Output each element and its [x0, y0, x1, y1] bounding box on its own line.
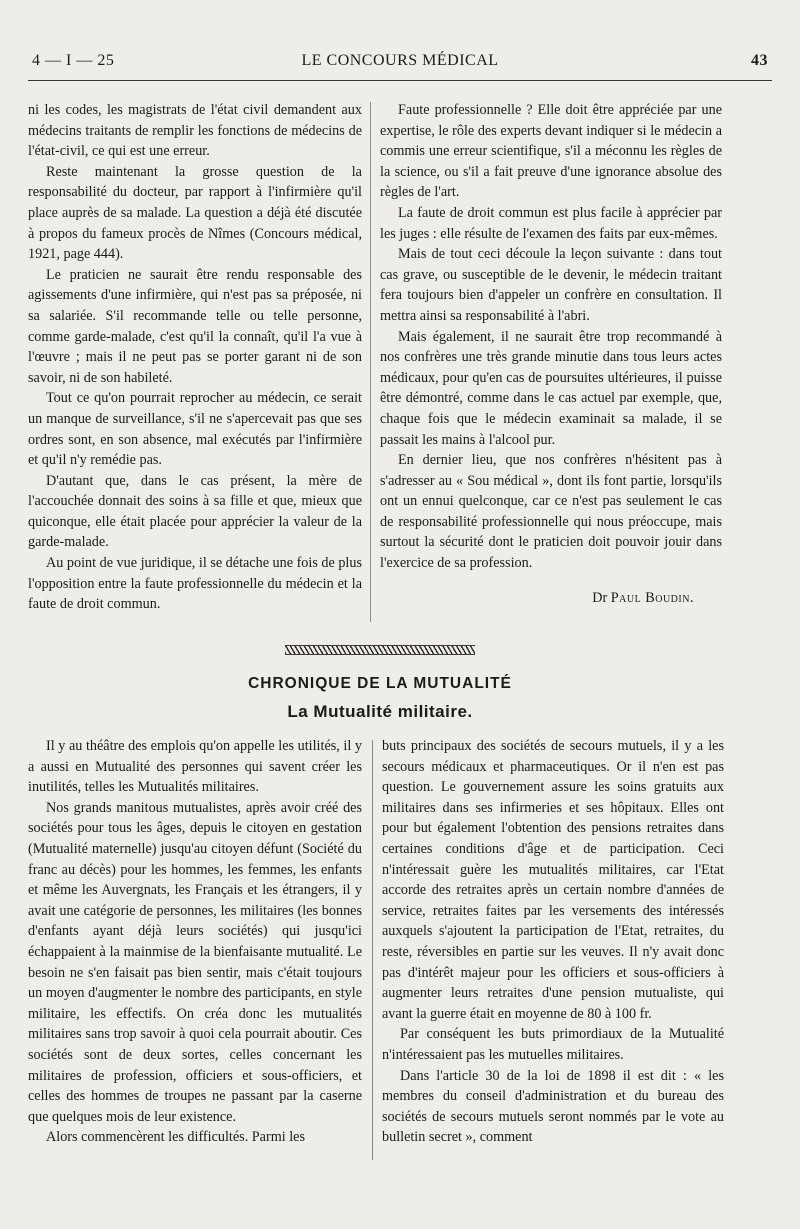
paragraph: La faute de droit commun est plus facile à apprécier par les juges : elle résulte de l'examen des faits par eux-mêmes. — [380, 204, 722, 242]
paragraph: Nos grands manitous mutualistes, après avoir créé des sociétés pour tous les âges, depuis le citoyen en gestation (Mutualité maternelle) jusqu'au citoyen défunt (Société du franc au décès) pour les hommes, les femmes, les enfants et même les Auvergnats, les Français et les étrangers, il y avait une catégorie de personnes, les militaires (les bonnes d'enfants ayant déjà leurs sociétés) qui jusqu'ici échappaient à la mainmise de la bienfaisante mutualité. Le besoin ne s'en faisait pas bien sentir, mais c'était toujours un moyen d'augmenter le nombre des participants, en style militaire, les effectifs. On créa donc les mutualités militaires sans trop savoir à quoi cela pourrait aboutir. Ces sociétés sont de deux sortes, celles concernant les militaires de profession, officiers et sous-officiers, et celles des hommes de troupes ne passant par la caserne que quelques mois de leur existence. — [28, 799, 362, 1125]
column-top-right — [380, 100, 722, 608]
page-number: 43 — [751, 52, 768, 69]
paragraph: En dernier lieu, que nos confrères n'hésitent pas à s'adresser au « Sou médical », dont ils font partie, lorsqu'ils ont un ennui quelconque, car ce n'est pas seulement le cas de responsabilité professionnelle qui nous préoccupe, mais surtout la sécurité dont le praticien doit pouvoir jouir dans l'exercice de sa profession. — [380, 452, 722, 572]
paragraph: Reste maintenant la grosse question de la responsabilité du docteur, par rapport à l'infirmière qu'il place auprès de sa malade. La question a déjà été discutée à propos du fameux procès de Nîmes (Concours médical, 1921, page 444). — [28, 163, 362, 263]
column-divider — [372, 740, 373, 1160]
ornamental-divider — [285, 645, 475, 655]
paragraph: Le praticien ne saurait être rendu responsable des agissements d'une infirmière, qui n'est pas sa préposée, ni sa salariée. S'il recommande telle ou telle personne, comme garde-malade, c'est qu'il la connaît, qu'il l'a vue à l'œuvre ; mais il ne peut pas se porter garant ni de son savoir, ni de son habileté. — [28, 266, 362, 386]
paragraph: ni les codes, les magistrats de l'état civil demandent aux médecins traitants de remplir les fonctions de médecins de l'état-civil, ce qui est une erreur. — [28, 102, 362, 160]
paragraph: Par conséquent les buts primordiaux de la Mutualité n'intéressaient pas les mutuelles militaires. — [382, 1026, 724, 1063]
column-top-left — [28, 100, 362, 615]
header-rule — [28, 80, 772, 81]
paragraph: D'autant que, dans le cas présent, la mère de l'accouchée donnait des soins à sa fille et que, mieux que quiconque, elle était placée pour apprécier la valeur de la garde-malade. — [28, 472, 362, 551]
paragraph: buts principaux des sociétés de secours mutuels, il y a les secours médicaux et pharmaceutiques. Or il n'en est pas question. Le gouvernement assure les soins gratuits aux militaires dans ses infirmeries et ses hôpitaux. Elles ont pour but également l'obtention des pensions retraites dans certaines conditions d'âge et de participation. Ceci n'intéressait guère les mutualités militaires, car l'Etat accorde des retraites après un certain nombre d'années de service, retraites faites par les versements des intéressés auxquels s'ajoutent la participation de l'Etat, retraites, du reste, réversibles en partie sur les veuves. Il n'y avait donc pas d'intérêt majeur pour les officiers et sous-officiers à augmenter leurs retraites d'une pension mutualiste, qui avant la guerre était en moyenne de 80 à 100 fr. — [382, 738, 724, 1022]
folio: 4 — I — 25 — [32, 52, 115, 69]
paragraph: Dans l'article 30 de la loi de 1898 il est dit : « les membres du conseil d'administration et du bureau des sociétés de secours mutuels seront nommés par le vote au bulletin secret », comment — [382, 1067, 724, 1146]
paragraph: Au point de vue juridique, il se détache une fois de plus l'opposition entre la faute professionnelle du médecin et la faute de droit commun. — [28, 555, 362, 613]
column-bottom-right — [382, 736, 724, 1148]
paragraph: Tout ce qu'on pourrait reprocher au médecin, ce serait un manque de surveillance, s'il ne s'apercevait pas que ses ordres sont, en son absence, mal exécutés par l'infirmière et qu'il n'y remédie pas. — [28, 390, 362, 469]
signature-name: Paul Boudin. — [610, 589, 694, 606]
column-bottom-left — [28, 736, 362, 1148]
paragraph: Il y au théâtre des emplois qu'on appelle les utilités, il y a aussi en Mutualité des personnes qui savent créer les inutilités, telles les Mutualités militaires. — [28, 738, 362, 796]
article-title: La Mutualité militaire. — [287, 702, 473, 721]
signature — [380, 588, 722, 609]
journal-title: LE CONCOURS MÉDICAL — [301, 52, 499, 69]
column-divider — [370, 102, 371, 622]
paragraph: Faute professionnelle ? Elle doit être appréciée par une expertise, le rôle des experts devant indiquer si le médecin a commis une erreur scientifique, s'il a méconnu les règles de la science, ou s'il a fait preuve d'une ignorance absolue des règles de l'art. — [380, 102, 722, 201]
paragraph: Mais également, il ne saurait être trop recommandé à nos confrères une très grande minutie dans tous leurs actes médicaux, pour qu'en cas de poursuites ultérieures, il puisse être démontré, comme dans le cas actuel par exemple, que, chaque fois que le médecin examinait sa malade, il se passait les mains à l'alcool pur. — [380, 328, 722, 448]
paragraph: Alors commencèrent les difficultés. Parmi les — [46, 1129, 305, 1146]
signature-prefix: Dr — [592, 589, 608, 606]
paragraph: Mais de tout ceci découle la leçon suivante : dans tout cas grave, ou susceptible de le devenir, le médecin traitant fera toujours bien d'appeler un confrère en consultation. Il mettra ainsi sa responsabilité à l'abri. — [380, 246, 722, 324]
section-title: CHRONIQUE DE LA MUTUALITÉ — [248, 675, 512, 692]
